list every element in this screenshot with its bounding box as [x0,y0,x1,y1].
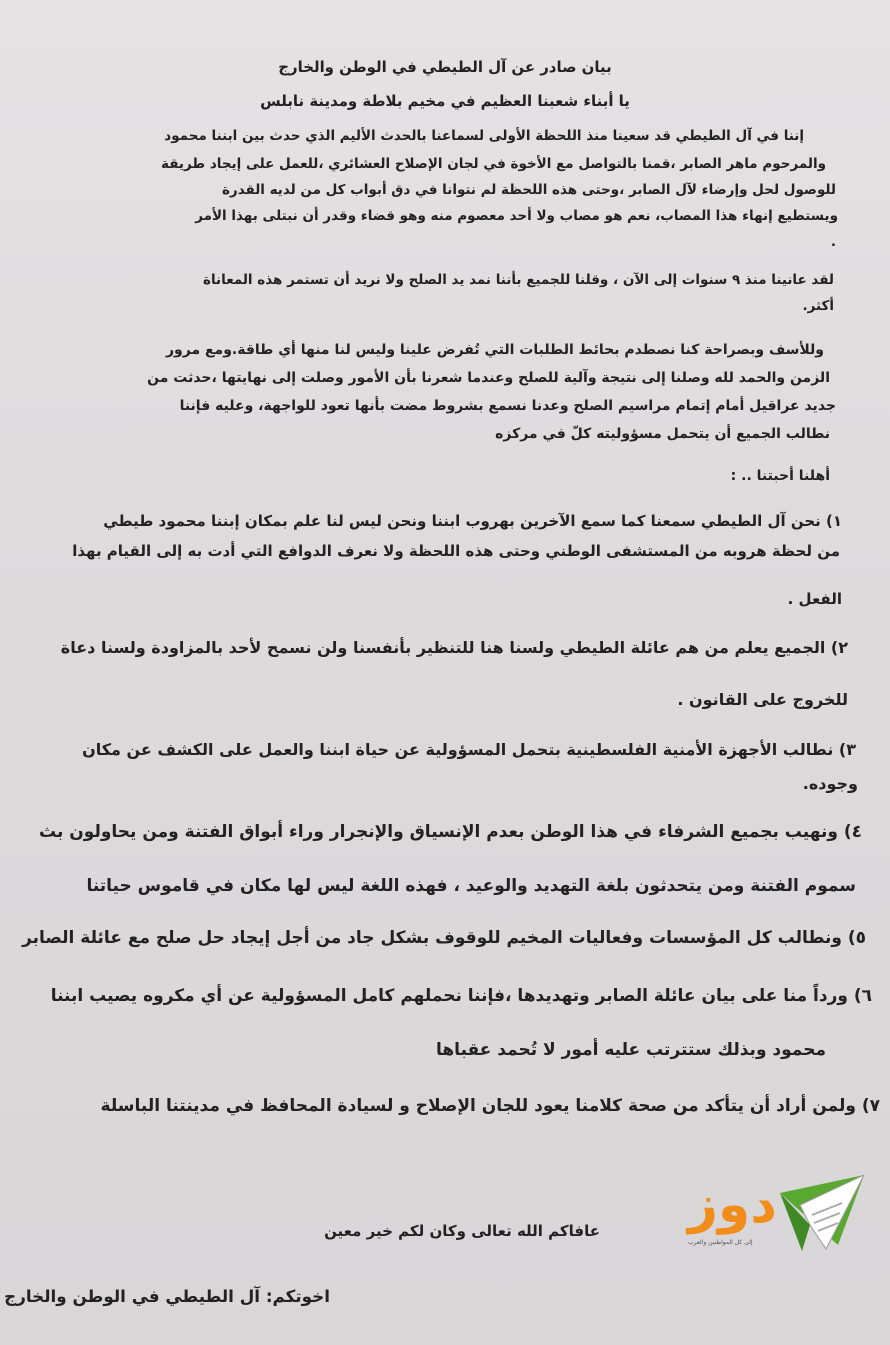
watermark-logo-text: دوز [688,1175,777,1235]
document-subtitle: يا أبناء شعبنا العظيم في مخيم بلاطة ومدينة نابلس [260,92,630,110]
paragraph-line: جديد عراقيل أمام إتمام مراسيم الصلح وعدنا نسمع بشروط مضت بأنها تعود للواجهة، وعليه فإننا [179,398,836,414]
list-item-line: من لحظة هروبه من المستشفى الوطني وحتى هذه اللحظة ولا نعرف الدوافع التي أدت به إلى القيام بهذا [72,542,840,560]
paper-plane-icon [780,1175,864,1255]
paragraph-line: ويستطيع إنهاء هذا المصاب، نعم هو مصاب ولا أحد معصوم منه وهو قضاء وقدر أن نبتلى بهذا الأمر [195,208,838,224]
paragraph-line: . [830,234,836,250]
paragraph-line: أكثر. [802,298,834,314]
list-item-line: الفعل . [787,590,842,608]
paragraph-line: نطالب الجميع أن يتحمل مسؤوليته كلّ في مركزه [495,426,830,442]
document-title: بيان صادر عن آل الطيطي في الوطن والخارج [278,58,612,76]
paragraph-line: للوصول لحل وإرضاء لآل الصابر ،وحتى هذه اللحظة لم نتوانا في دق أبواب كل من لديه القدرة [221,182,836,198]
list-item-line: ١) نحن آل الطيطي سمعنا كما سمع الآخرين بهروب ابننا ونحن ليس لنا علم بمكان إبننا محمود طيطي [103,512,842,530]
paragraph-line: لقد عانينا منذ ٩ سنوات إلى الآن ، وقلنا للجميع بأننا نمد يد الصلح ولا نريد أن تستمر هذه المعاناة [203,272,834,288]
watermark-logo [688,1175,868,1265]
greeting: أهلنا أحبتنا .. : [730,468,830,484]
list-item-line: سموم الفتنة ومن يتحدثون بلغة التهديد والوعيد ، فهذه اللغة ليس لها مكان في قاموس حياتنا [86,876,856,896]
signature: اخوتكم: آل الطيطي في الوطن والخارج [4,1286,330,1306]
list-item-line: محمود وبذلك ستترتب عليه أمور لا تُحمد عقباها [436,1040,826,1060]
list-item-line: وجوده. [802,774,858,793]
list-item-line: ٦) ورداً منا على بيان عائلة الصابر وتهديدها ،فإننا نحملهم كامل المسؤولية عن أي مكروه يصيب ابننا [50,986,872,1006]
list-item-line: ٤) ونهيب بجميع الشرفاء في هذا الوطن بعدم الإنسياق والإنجرار وراء أبواق الفتنة ومن يحاولون بث [39,822,862,842]
list-item-line: ٥) ونطالب كل المؤسسات وفعاليات المخيم للوقوف بشكل جاد من أجل إيجاد حل صلح مع عائلة الصابر [22,928,866,948]
paragraph-line: وللأسف وبصراحة كنا نصطدم بحائط الطلبات التي تُفرض علينا وليس لنا منها أي طاقة.ومع مرور [165,342,824,358]
paragraph-line: الزمن والحمد لله وصلنا إلى نتيجة وآلية للصلح وعندما شعرنا بأن الأمور وصلت إلى نهايتها ،حدثت من [147,370,830,386]
list-item-line: ٧) ولمن أراد أن يتأكد من صحة كلامنا يعود للجان الإصلاح و لسيادة المحافظ في مدينتنا الباسلة [100,1096,880,1116]
closing-line: عافاكم الله تعالى وكان لكم خير معين [324,1222,600,1240]
list-item-line: للخروج على القانون . [677,690,848,709]
list-item-line: ٣) نطالب الأجهزة الأمنية الفلسطينية بتحمل المسؤولية عن حياة ابننا والعمل على الكشف عن مكان [82,740,856,759]
paragraph-line: والمرحوم ماهر الصابر ،قمنا بالتواصل مع الأخوة في لجان الإصلاح العشائري ،للعمل على إيجاد طريقة [161,156,826,172]
list-item-line: ٢) الجميع يعلم من هم عائلة الطيطي ولسنا هنا للتنظير بأنفسنا ولن نسمح لأحد بالمزاودة ولسنا دعاة [60,638,848,657]
paragraph-line: إننا في آل الطيطي قد سعينا منذ اللحظة الأولى لسماعنا بالحدث الأليم الذي حدث بين ابننا محمود [164,128,804,144]
watermark-tagline: إلى كل المواطنين والعرب [688,1239,753,1246]
